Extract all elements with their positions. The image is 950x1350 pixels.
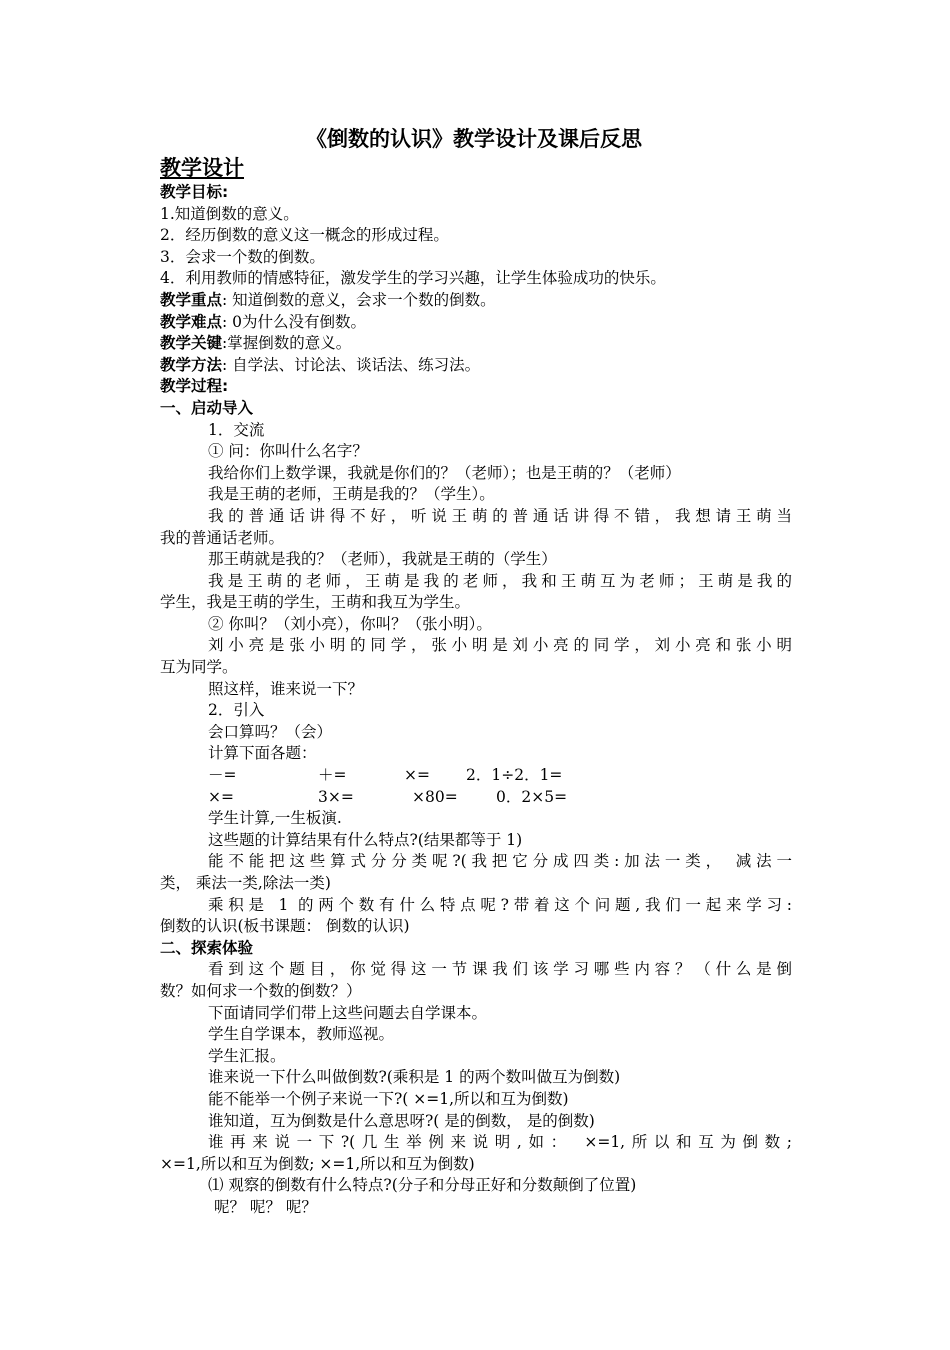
paragraph-line: 下面请同学们带上这些问题去自学课本。	[208, 1003, 488, 1022]
paragraph-line: 呢？ 呢？ 呢？	[214, 1197, 317, 1216]
process-heading: 教学过程:	[160, 377, 229, 396]
calc-item: ×=	[208, 787, 234, 806]
key-point-label: 教学重点	[160, 290, 223, 309]
calc-item: 0．2×5=	[496, 787, 568, 806]
key-label: 教学关键	[160, 334, 223, 353]
paragraph-line: 照这样，谁来说一下？	[208, 679, 364, 698]
paragraph-line: 学生汇报。	[208, 1046, 286, 1065]
paragraph-line: 我是王萌的老师，王萌是我的？（学生）。	[208, 485, 495, 504]
methods-label: 教学方法	[160, 355, 223, 374]
paragraph-line: 那王萌就是我的？（老师），我就是王萌的（学生）	[208, 550, 557, 569]
part2-heading: 二、探索体验	[160, 938, 254, 957]
document-title: 《倒数的认识》教学设计及课后反思	[306, 127, 642, 151]
paragraph-line: 刘小亮是张小明的同学，张小明是刘小亮的同学，刘小亮和张小明	[208, 636, 792, 655]
part1-heading: 一、启动导入	[160, 398, 254, 417]
objectives-label: 教学目标	[160, 183, 223, 201]
paragraph-line: 谁知道，互为倒数是什么意思呀?( 是的倒数， 是的倒数)	[208, 1111, 595, 1130]
difficulty-line: 教学难点: 0为什么没有倒数。	[160, 312, 367, 331]
paragraph-line: 我给你们上数学课，我就是你们的？（老师）；也是王萌的？（老师）	[208, 463, 681, 482]
calc-row	[160, 787, 792, 809]
paragraph-line: 2．引入	[208, 701, 265, 720]
paragraph-line: 会口算吗？（会）	[208, 722, 333, 741]
calc-row	[160, 765, 792, 787]
paragraph-line: 能不能举一个例子来说一下?( ×=1,所以和互为倒数)	[208, 1089, 569, 1108]
paragraph-line: 学生计算,一生板演.	[208, 809, 342, 828]
paragraph-line: 计算下面各题：	[208, 744, 317, 763]
paragraph-line: 类， 乘法一类,除法一类)	[160, 874, 331, 892]
calc-item: 3×=	[318, 787, 354, 806]
paragraph-line: 学生自学课本，教师巡视。	[208, 1025, 395, 1044]
document-page	[160, 124, 792, 1219]
objective-item: 3．会求一个数的倒数。	[160, 247, 325, 266]
paragraph-line: 我是王萌的老师，王萌是我的老师，我和王萌互为老师；王萌是我的	[208, 571, 792, 590]
paragraph-line: 1．交流	[208, 420, 265, 439]
objective-item: 2．经历倒数的意义这一概念的形成过程。	[160, 226, 449, 245]
paragraph-line: ② 你叫？（刘小亮），你叫？（张小明）。	[208, 614, 492, 633]
section-heading: 教学设计	[160, 156, 244, 180]
calc-item: ×80=	[412, 787, 458, 806]
paragraph-line: 我的普通话老师。	[160, 528, 285, 547]
paragraph-line: 谁再来说一下?(几生举例来说明,如： ×=1,所以和互为倒数;	[208, 1133, 792, 1152]
objectives-heading: 教学目标:	[160, 183, 229, 201]
objective-item: 1.知道倒数的意义。	[160, 204, 299, 223]
process-label: 教学过程	[160, 377, 223, 396]
paragraph-line: 乘积是 1 的两个数有什么特点呢?带着这个问题,我们一起来学习:	[208, 895, 792, 914]
paragraph-line: 能不能把这些算式分分类呢?(我把它分成四类:加法一类， 减法一	[208, 852, 792, 871]
paragraph-line: 倒数的认识(板书课题： 倒数的认识)	[160, 917, 410, 936]
paragraph-line: 谁来说一下什么叫做倒数?(乘积是 1 的两个数叫做互为倒数)	[208, 1068, 621, 1087]
calc-item: 2．1÷2．1=	[466, 766, 563, 785]
calc-item: ×=	[404, 766, 430, 785]
key-line: 教学关键:掌握倒数的意义。	[160, 334, 352, 353]
paragraph-line: 互为同学。	[160, 658, 238, 677]
difficulty-label: 教学难点	[160, 312, 223, 331]
paragraph-line: ① 问：你叫什么名字？	[208, 442, 368, 461]
paragraph-line: 我的普通话讲得不好，听说王萌的普通话讲得不错，我想请王萌当	[208, 506, 792, 525]
paragraph-line: 数？如何求一个数的倒数？）	[160, 981, 362, 1000]
calc-item: ＋=	[318, 766, 347, 785]
paragraph-line: 学生，我是王萌的学生，王萌和我互为学生。	[160, 593, 471, 612]
calc-item: －=	[208, 766, 237, 785]
paragraph-line: ×=1,所以和互为倒数; ×=1,所以和互为倒数)	[160, 1154, 475, 1173]
key-point-line: 教学重点: 知道倒数的意义，会求一个数的倒数。	[160, 290, 496, 309]
paragraph-line: 这些题的计算结果有什么特点?(结果都等于 1)	[208, 830, 523, 849]
paragraph-line: ⑴ 观察的倒数有什么特点?(分子和分母正好和分数颠倒了位置)	[208, 1176, 637, 1195]
objective-item: 4．利用教师的情感特征，激发学生的学习兴趣，让学生体验成功的快乐。	[160, 269, 666, 288]
methods-line: 教学方法: 自学法、讨论法、谈话法、练习法。	[160, 355, 481, 374]
paragraph-line: 看到这个题目，你觉得这一节课我们该学习哪些内容？（什么是倒	[208, 960, 792, 979]
